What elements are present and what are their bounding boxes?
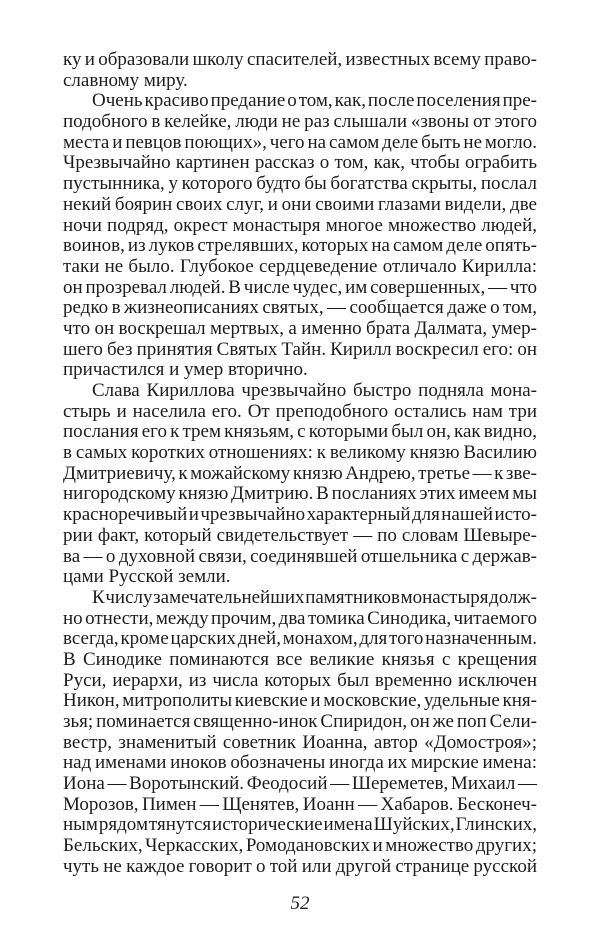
text-line: Чрезвычайно картинен рассказ о том, как, чтобы ограбить [63,152,537,174]
text-line: Никон, митрополиты киевские и московские, удельные кня- [63,690,537,712]
text-line: над именами иноков обозначены иногда их мирские имена: [63,752,537,774]
text-line: таки не было. Глубокое сердцеведение отличало Кирилла: [63,255,537,277]
text-line: красноречивый и чрезвычайно характерный для нашей исто- [63,504,537,526]
text-line: воинов, из луков стрелявших, которых на самом деле опять- [63,235,537,257]
text-line: чуть не каждое говорит о той или другой странице русской [63,855,537,877]
text-line: нигородскому князю Дмитрию. В посланиях этих имеем мы [63,483,537,505]
text-line: зья; поминается священно-инок Спиридон, он же поп Сели- [63,711,537,732]
paragraph-first-line: К числу замечательнейших памятников монастыря долж- [92,586,537,608]
paragraph-first-line: Слава Кириллова чрезвычайно быстро подняла мона- [92,380,537,401]
text-line: шего без принятия Святых Тайн. Кирилл воскресил его: он [63,338,537,360]
text-line: славному миру. [63,69,188,91]
text-line: Морозов, Пимен — Щенятев, Иоанн — Хабаров. Бесконеч- [63,793,537,815]
text-line: места и певцов поющих», чего на самом деле быть не могло. [63,131,537,153]
paragraph-first-line: Очень красиво предание о том, как, после поселения пре- [92,90,537,112]
text-line: причастился и умер вторично. [63,359,308,381]
text-line: цами Русской земли. [63,566,231,588]
text-line: редко в жизнеописаниях святых, — сообщается даже о том, [63,297,537,319]
text-line: ва — о духовной связи, соединявшей отшельника с держав- [63,545,537,567]
page-number: 52 [290,893,310,914]
text-line: пустынника, у которого будто бы богатства скрыты, послал [63,173,537,195]
text-line: Дмитриевичу, к можайскому князю Андрею, третье — к зве- [63,462,537,484]
text-line: в самых коротких отношениях: к великому князю Василию [63,442,537,464]
text-line: ночи подряд, окрест монастыря многое множество людей, [63,214,537,236]
text-line: рии факт, который свидетельствует — по словам Шевыре- [63,524,537,546]
text-line: стырь и населила его. От преподобного остались нам три [63,400,537,422]
text-line: В Синодике поминаются все великие князья с крещения [63,648,537,670]
text-line: подобного в келейке, люди не раз слышали «звоны от этого [63,111,537,133]
text-line: он прозревал людей. В числе чудес, им совершенных, — что [63,276,537,298]
text-line: послания его к трем князьям, с которыми был он, как видно, [63,421,537,443]
text-line: Руси, иерархи, из числа которых был временно исключен [63,669,537,691]
text-line: Иона — Воротынский. Феодосий — Шереметев, Михаил — [63,773,537,795]
text-line: некий боярин своих слуг, и они своими глазами видели, две [63,193,537,215]
text-line: ку и образовали школу спасителей, известных всему право- [63,49,537,70]
text-line: но отнести, между прочим, два томика Синодика, читаемого [63,607,537,629]
text-line: вестр, знаменитый советник Иоанна, автор «Домостроя»; [63,731,537,753]
text-line: что он воскрешал мертвых, а именно брата Далмата, умер- [63,317,537,339]
page-body-text [63,50,537,878]
text-line: Бельских, Черкасских, Ромодановских и множество других; [63,835,537,857]
text-line: ным рядом тянутся исторические имена Шуйских, Глинских, [63,814,537,836]
text-line: всегда, кроме царских дней, монахом, для того назначенным. [63,628,537,650]
